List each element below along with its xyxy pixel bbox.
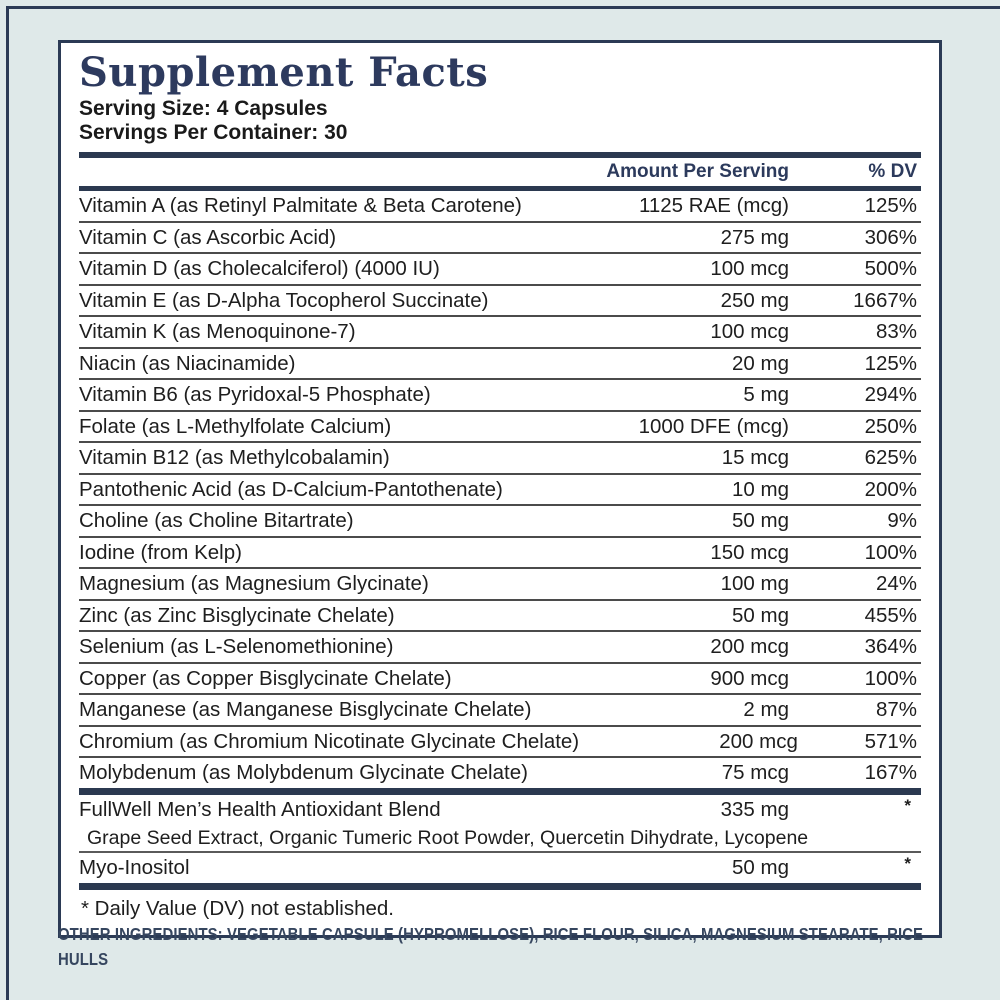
panel-title: Supplement Facts — [79, 49, 489, 96]
extra-row-name: Myo-Inositol — [79, 855, 190, 879]
nutrient-row — [79, 695, 921, 727]
nutrient-row — [79, 412, 921, 444]
nutrient-name: Iodine (from Kelp) — [79, 540, 242, 564]
nutrient-dv: 24% — [875, 572, 917, 596]
nutrient-name: Vitamin C (as Ascorbic Acid) — [79, 225, 337, 249]
nutrient-amount: 250 mg — [720, 288, 789, 312]
nutrient-amount: 150 mcg — [710, 540, 789, 564]
nutrient-amount: 50 mg — [732, 603, 789, 627]
nutrient-rows — [79, 191, 921, 788]
blend-dv-asterisk: * — [904, 795, 911, 815]
nutrient-dv: 306% — [864, 225, 917, 249]
nutrient-row — [79, 758, 921, 788]
nutrient-row — [79, 380, 921, 412]
nutrient-dv: 455% — [864, 603, 917, 627]
nutrient-dv: 125% — [864, 194, 917, 218]
nutrient-amount: 100 mcg — [710, 320, 789, 344]
nutrient-dv: 200% — [864, 477, 917, 501]
nutrient-row — [79, 191, 921, 223]
nutrient-amount: 900 mcg — [710, 666, 789, 690]
nutrient-name: Vitamin B6 (as Pyridoxal-5 Phosphate) — [79, 383, 431, 407]
nutrient-row — [79, 349, 921, 381]
nutrient-amount: 275 mg — [720, 225, 789, 249]
nutrient-row — [79, 286, 921, 318]
nutrient-name: Vitamin A (as Retinyl Palmitate & Beta Carotene) — [79, 194, 522, 218]
nutrient-dv: 250% — [864, 414, 917, 438]
nutrient-amount: 50 mg — [732, 509, 789, 533]
nutrient-dv: 100% — [864, 666, 917, 690]
nutrient-amount: 1125 RAE (mcg) — [638, 194, 789, 218]
nutrient-name: Choline (as Choline Bitartrate) — [79, 509, 354, 533]
nutrient-name: Manganese (as Manganese Bisglycinate Chelate) — [79, 698, 532, 722]
header-amount-per-serving: Amount Per Serving — [606, 161, 789, 183]
nutrient-amount: 75 mcg — [721, 761, 789, 785]
nutrient-name: Vitamin E (as D-Alpha Tocopherol Succinate) — [79, 288, 489, 312]
nutrient-row — [79, 506, 921, 538]
nutrient-dv: 500% — [864, 257, 917, 281]
nutrient-dv: 1667% — [853, 288, 917, 312]
other-ingredients — [58, 922, 948, 973]
blend-amount: 335 mg — [720, 797, 789, 821]
other-ingredients-label: OTHER INGREDIENTS: — [58, 924, 223, 944]
nutrient-amount: 15 mcg — [721, 446, 789, 470]
nutrient-row — [79, 632, 921, 664]
nutrient-name: Folate (as L-Methylfolate Calcium) — [79, 414, 392, 438]
nutrient-dv: 83% — [875, 320, 917, 344]
daily-value-footnote: * Daily Value (DV) not established. — [81, 896, 394, 920]
nutrient-amount: 1000 DFE (mcg) — [638, 414, 789, 438]
nutrient-amount: 100 mcg — [710, 257, 789, 281]
extra-row-dv-asterisk: * — [904, 853, 911, 873]
divider-bar-bottom — [79, 883, 921, 890]
nutrient-row — [79, 223, 921, 255]
supplement-facts-panel — [58, 40, 942, 938]
nutrient-row — [79, 538, 921, 570]
header-percent-dv: % DV — [868, 161, 917, 183]
nutrient-row — [79, 601, 921, 633]
nutrient-dv: 100% — [864, 540, 917, 564]
nutrient-row — [79, 443, 921, 475]
nutrient-row — [79, 664, 921, 696]
nutrient-name: Zinc (as Zinc Bisglycinate Chelate) — [79, 603, 395, 627]
nutrient-dv: 167% — [864, 761, 917, 785]
nutrient-name: Selenium (as L-Selenomethionine) — [79, 635, 394, 659]
nutrient-dv: 571% — [864, 729, 917, 753]
nutrient-amount: 200 mcg — [719, 729, 798, 753]
nutrient-name: Vitamin D (as Cholecalciferol) (4000 IU) — [79, 257, 440, 281]
nutrient-name: Copper (as Copper Bisglycinate Chelate) — [79, 666, 452, 690]
serving-size: Serving Size: 4 Capsules — [79, 97, 328, 120]
nutrient-amount: 100 mg — [720, 572, 789, 596]
nutrient-dv: 364% — [864, 635, 917, 659]
myo-inositol-row — [79, 853, 921, 883]
extra-row-amount: 50 mg — [732, 855, 789, 879]
nutrient-dv: 9% — [887, 509, 917, 533]
nutrient-amount: 10 mg — [732, 477, 789, 501]
nutrient-name: Magnesium (as Magnesium Glycinate) — [79, 572, 429, 596]
nutrient-dv: 87% — [875, 698, 917, 722]
nutrient-amount: 20 mg — [732, 351, 789, 375]
nutrient-row — [79, 475, 921, 507]
nutrient-amount: 2 mg — [743, 698, 789, 722]
nutrient-dv: 625% — [864, 446, 917, 470]
other-ingredients-text: VEGETABLE CAPSULE (HYPROMELLOSE), RICE FLOUR, SILICA, MAGNESIUM STEARATE, RICE HULLS — [58, 924, 924, 970]
nutrient-name: Vitamin B12 (as Methylcobalamin) — [79, 446, 390, 470]
nutrient-name: Pantothenic Acid (as D-Calcium-Pantothenate) — [79, 477, 503, 501]
nutrient-name: Molybdenum (as Molybdenum Glycinate Chelate) — [79, 761, 528, 785]
nutrient-row — [79, 727, 921, 759]
column-header-row — [79, 158, 921, 186]
blend-row — [79, 795, 921, 825]
nutrient-row — [79, 254, 921, 286]
nutrient-row — [79, 317, 921, 349]
nutrient-name: Niacin (as Niacinamide) — [79, 351, 296, 375]
servings-per-container: Servings Per Container: 30 — [79, 121, 348, 145]
nutrient-name: Chromium (as Chromium Nicotinate Glycinate Chelate) — [79, 729, 580, 753]
divider-bar-minerals-end — [79, 788, 921, 795]
nutrient-amount: 200 mcg — [710, 635, 789, 659]
nutrient-row — [79, 569, 921, 601]
nutrient-dv: 294% — [864, 383, 917, 407]
nutrient-amount: 5 mg — [743, 383, 789, 407]
blend-ingredients: Grape Seed Extract, Organic Tumeric Root Powder, Quercetin Dihydrate, Lycopene — [79, 825, 921, 853]
nutrient-dv: 125% — [864, 351, 917, 375]
blend-name: FullWell Men’s Health Antioxidant Blend — [79, 797, 441, 821]
nutrient-name: Vitamin K (as Menoquinone-7) — [79, 320, 356, 344]
